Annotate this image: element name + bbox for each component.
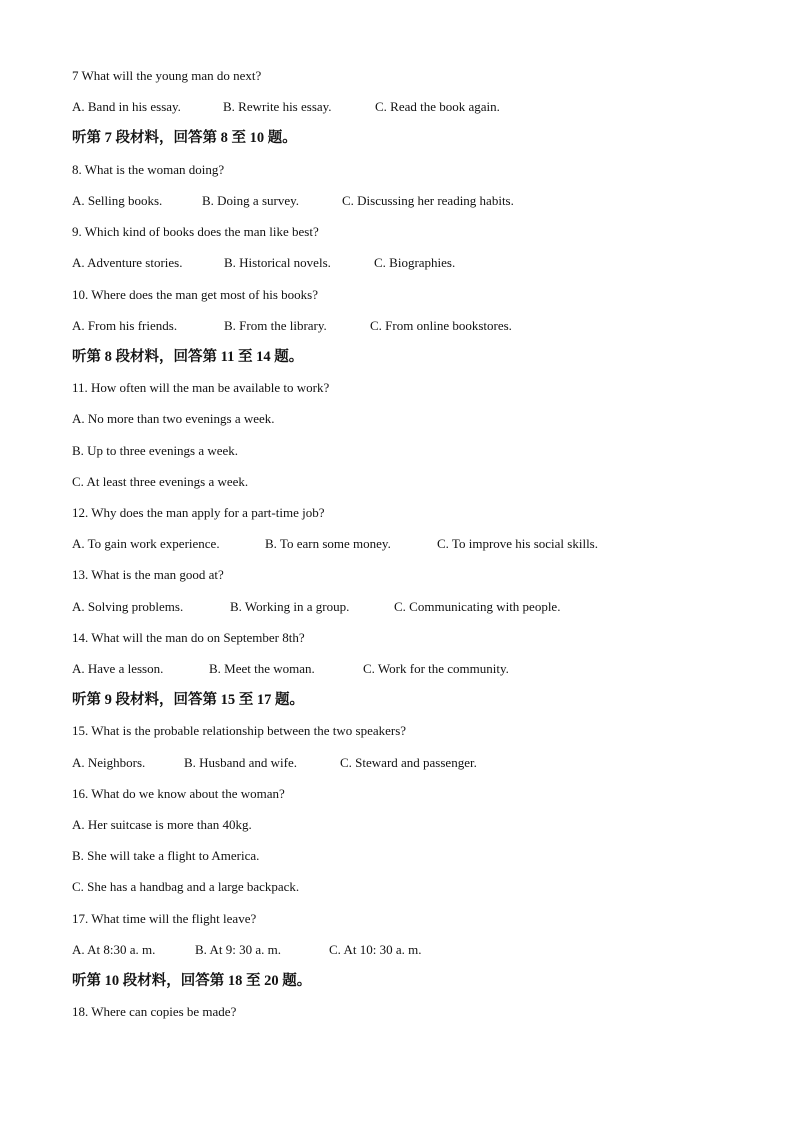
option-b: B. Rewrite his essay.	[223, 99, 332, 114]
option-b: B. Meet the woman.	[209, 661, 315, 676]
section-heading-8: 听第 8 段材料，回答第 11 至 14 题。	[72, 349, 304, 365]
question-13: 13. What is the man good at?	[72, 567, 224, 582]
question-10: 10. Where does the man get most of his books?	[72, 287, 318, 302]
option-16c: C. She has a handbag and a large backpack.	[72, 879, 300, 894]
option-c: C. From online bookstores.	[370, 318, 512, 333]
option-c: C. Read the book again.	[375, 99, 500, 114]
option-11b: B. Up to three evenings a week.	[72, 443, 239, 458]
option-a: A. Adventure stories.	[72, 255, 183, 270]
question-12: 12. Why does the man apply for a part-time job?	[72, 505, 325, 520]
question-8: 8. What is the woman doing?	[72, 162, 225, 177]
question-14: 14. What will the man do on September 8th?	[72, 630, 305, 645]
option-a: A. Selling books.	[72, 193, 163, 208]
question-16: 16. What do we know about the woman?	[72, 786, 285, 801]
option-a: A. From his friends.	[72, 318, 178, 333]
section-heading-9: 听第 9 段材料，回答第 15 至 17 题。	[72, 692, 304, 708]
option-a: A. Band in his essay.	[72, 99, 181, 114]
option-b: B. Doing a survey.	[202, 193, 300, 208]
option-c: C. Work for the community.	[363, 661, 509, 676]
option-b: B. Working in a group.	[230, 599, 350, 614]
question-11: 11. How often will the man be available to work?	[72, 380, 330, 395]
question-7: 7 What will the young man do next?	[72, 68, 262, 83]
option-c: C. Discussing her reading habits.	[342, 193, 514, 208]
option-11c: C. At least three evenings a week.	[72, 474, 249, 489]
option-11a: A. No more than two evenings a week.	[72, 411, 275, 426]
option-a: A. Solving problems.	[72, 599, 184, 614]
option-a: A. To gain work experience.	[72, 536, 220, 551]
option-a: A. At 8:30 a. m.	[72, 942, 156, 957]
option-c: C. Communicating with people.	[394, 599, 561, 614]
option-b: B. Historical novels.	[224, 255, 331, 270]
option-b: B. From the library.	[224, 318, 327, 333]
question-9: 9. Which kind of books does the man like best?	[72, 224, 319, 239]
option-c: C. Biographies.	[374, 255, 456, 270]
question-18: 18. Where can copies be made?	[72, 1004, 237, 1019]
question-15: 15. What is the probable relationship between the two speakers?	[72, 723, 407, 738]
option-c: C. At 10: 30 a. m.	[329, 942, 422, 957]
option-16a: A. Her suitcase is more than 40kg.	[72, 817, 252, 832]
option-b: B. Husband and wife.	[184, 755, 298, 770]
option-a: A. Have a lesson.	[72, 661, 164, 676]
option-c: C. Steward and passenger.	[340, 755, 477, 770]
option-16b: B. She will take a flight to America.	[72, 848, 260, 863]
option-b: B. At 9: 30 a. m.	[195, 942, 281, 957]
option-c: C. To improve his social skills.	[437, 536, 598, 551]
section-heading-10: 听第 10 段材料，回答第 18 至 20 题。	[72, 973, 312, 989]
section-heading-7: 听第 7 段材料，回答第 8 至 10 题。	[72, 130, 297, 146]
option-b: B. To earn some money.	[265, 536, 391, 551]
option-a: A. Neighbors.	[72, 755, 146, 770]
question-17: 17. What time will the flight leave?	[72, 911, 257, 926]
